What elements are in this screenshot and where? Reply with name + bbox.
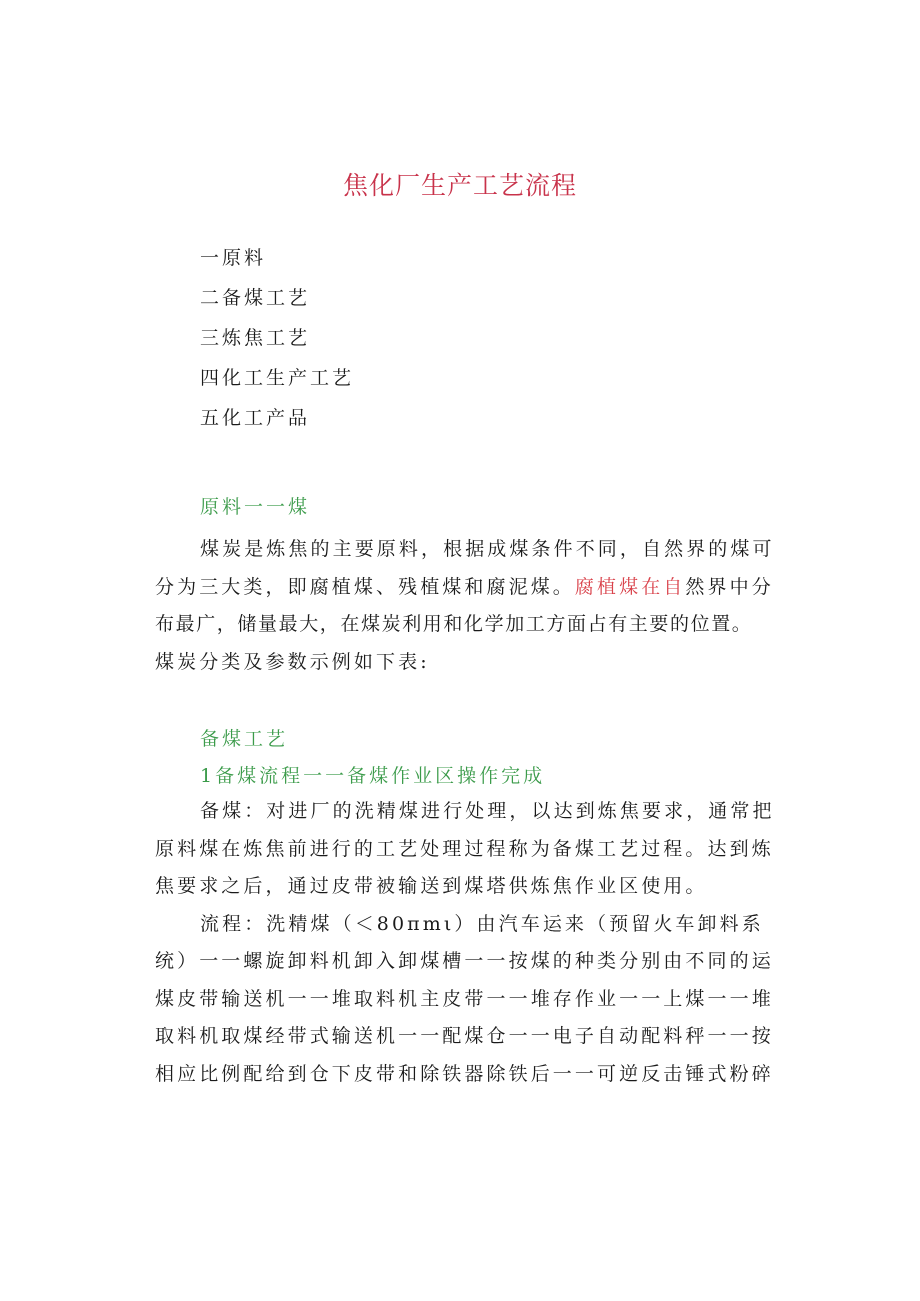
toc-item: 五化工产品 <box>200 407 311 429</box>
section-raw-material <box>155 492 795 681</box>
toc-item: 二备煤工艺 <box>200 287 311 309</box>
text-line: 统）一一螺旋卸料机卸入卸煤槽一一按煤的种类分别由不同的运 <box>155 950 774 972</box>
text-line: 流程：洗精煤（＜80πmι）由汽车运来（预留火车卸料系 <box>200 912 764 935</box>
section-heading: 备煤工艺 <box>200 728 289 750</box>
section-coal-preparation <box>155 724 795 1093</box>
text-line: 煤炭分类及参数示例如下表: <box>155 650 430 673</box>
text-line: 煤炭是炼焦的主要原料，根据成煤条件不同，自然界的煤可 <box>200 538 775 560</box>
page-title: 焦化厂生产工艺流程 <box>342 171 577 200</box>
paragraph <box>155 906 795 1094</box>
text-line: 取料机取煤经带式输送机一一配煤仓一一电子自动配料秤一一按 <box>155 1025 774 1047</box>
table-of-contents <box>200 243 354 443</box>
text-run: 分为三大类，即腐植煤、残植煤和腐泥煤。 <box>155 575 575 598</box>
toc-item: 三炼焦工艺 <box>200 327 311 349</box>
toc-item: 四化工生产工艺 <box>200 367 355 389</box>
section-heading: 原料一一煤 <box>200 496 311 518</box>
text-line: 原料煤在炼焦前进行的工艺处理过程称为备煤工艺过程。达到炼 <box>155 837 774 860</box>
paragraph <box>155 793 795 906</box>
highlighted-text: 腐植煤在自 <box>574 575 686 598</box>
text-line: 煤皮带输送机一一堆取料机主皮带一一堆存作业一一上煤一一堆 <box>155 987 774 1010</box>
paragraph <box>155 531 795 681</box>
text-line <box>155 569 795 607</box>
text-line: 焦要求之后，通过皮带被输送到煤塔供炼焦作业区使用。 <box>155 875 708 897</box>
text-run: 然界中分 <box>685 575 774 598</box>
text-line: 相应比例配给到仓下皮带和除铁器除铁后一一可逆反击锤式粉碎 <box>155 1062 774 1085</box>
text-line: 布最广，储量最大，在煤炭利用和化学加工方面占有主要的位置。 <box>155 613 753 635</box>
text-line: 备煤：对进厂的洗精煤进行处理，以达到炼焦要求，通常把 <box>200 800 775 822</box>
toc-item: 一原料 <box>200 247 267 269</box>
sub-heading: 1备煤流程一一备煤作业区操作完成 <box>200 765 546 787</box>
